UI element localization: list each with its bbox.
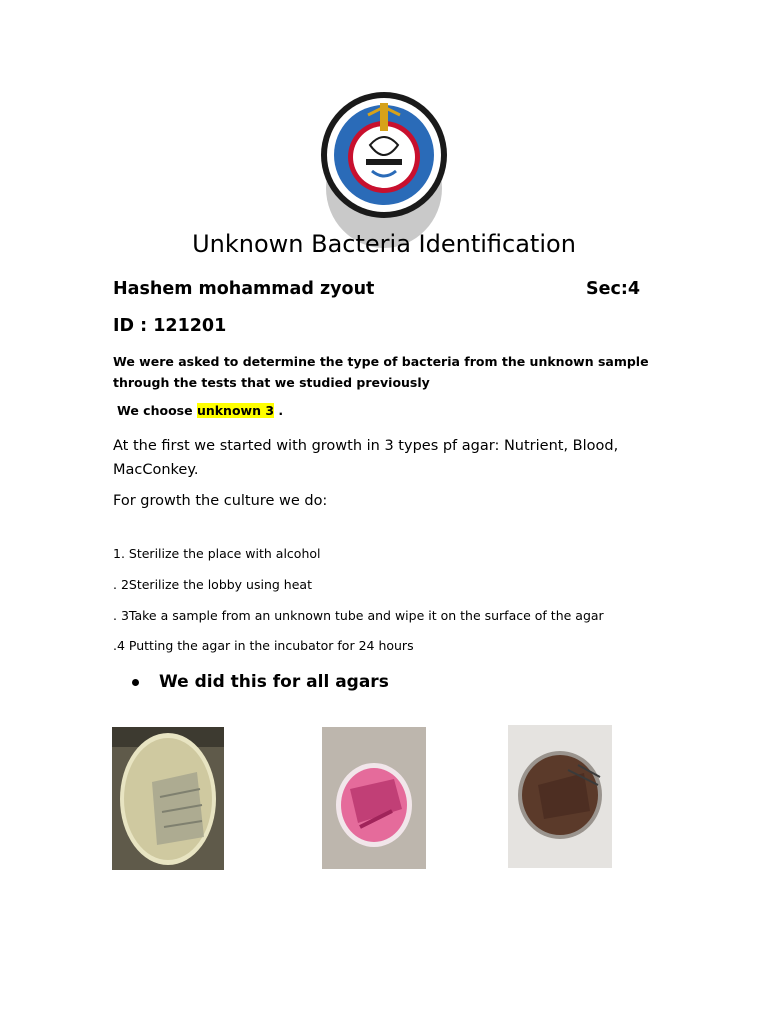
culture-heading: For growth the culture we do:: [113, 493, 328, 509]
choose-suffix: .: [274, 403, 284, 418]
blood-agar-photo: [508, 725, 612, 868]
step-1: 1. Sterilize the place with alcohol: [113, 546, 321, 561]
bullet-text: We did this for all agars: [159, 672, 389, 692]
document-title: Unknown Bacteria Identification: [192, 230, 576, 258]
student-id: ID : 121201: [113, 316, 227, 336]
choose-prefix: We choose: [117, 403, 197, 418]
highlighted-sample: unknown 3: [196, 403, 275, 418]
macconkey-agar-photo: [322, 727, 426, 869]
step-3: . 3Take a sample from an unknown tube and wipe it on the surface of the agar: [113, 608, 604, 623]
intro-paragraph: We were asked to determine the type of bacteria from the unknown sample through the tests that we studied previously: [113, 354, 649, 390]
bullet-dot-icon: [132, 679, 139, 686]
university-logo: [312, 85, 462, 250]
section-number: Sec:4: [586, 279, 641, 299]
step-2: . 2Sterilize the lobby using heat: [113, 577, 312, 592]
choose-sentence: [117, 403, 283, 418]
bullet-item: [135, 672, 389, 692]
nutrient-agar-photo: [112, 727, 224, 870]
step-4: .4 Putting the agar in the incubator for 24 hours: [113, 638, 414, 653]
growth-paragraph: At the first we started with growth in 3 types pf agar: Nutrient, Blood, MacConkey.: [113, 438, 619, 478]
student-name: Hashem mohammad zyout: [113, 279, 375, 299]
